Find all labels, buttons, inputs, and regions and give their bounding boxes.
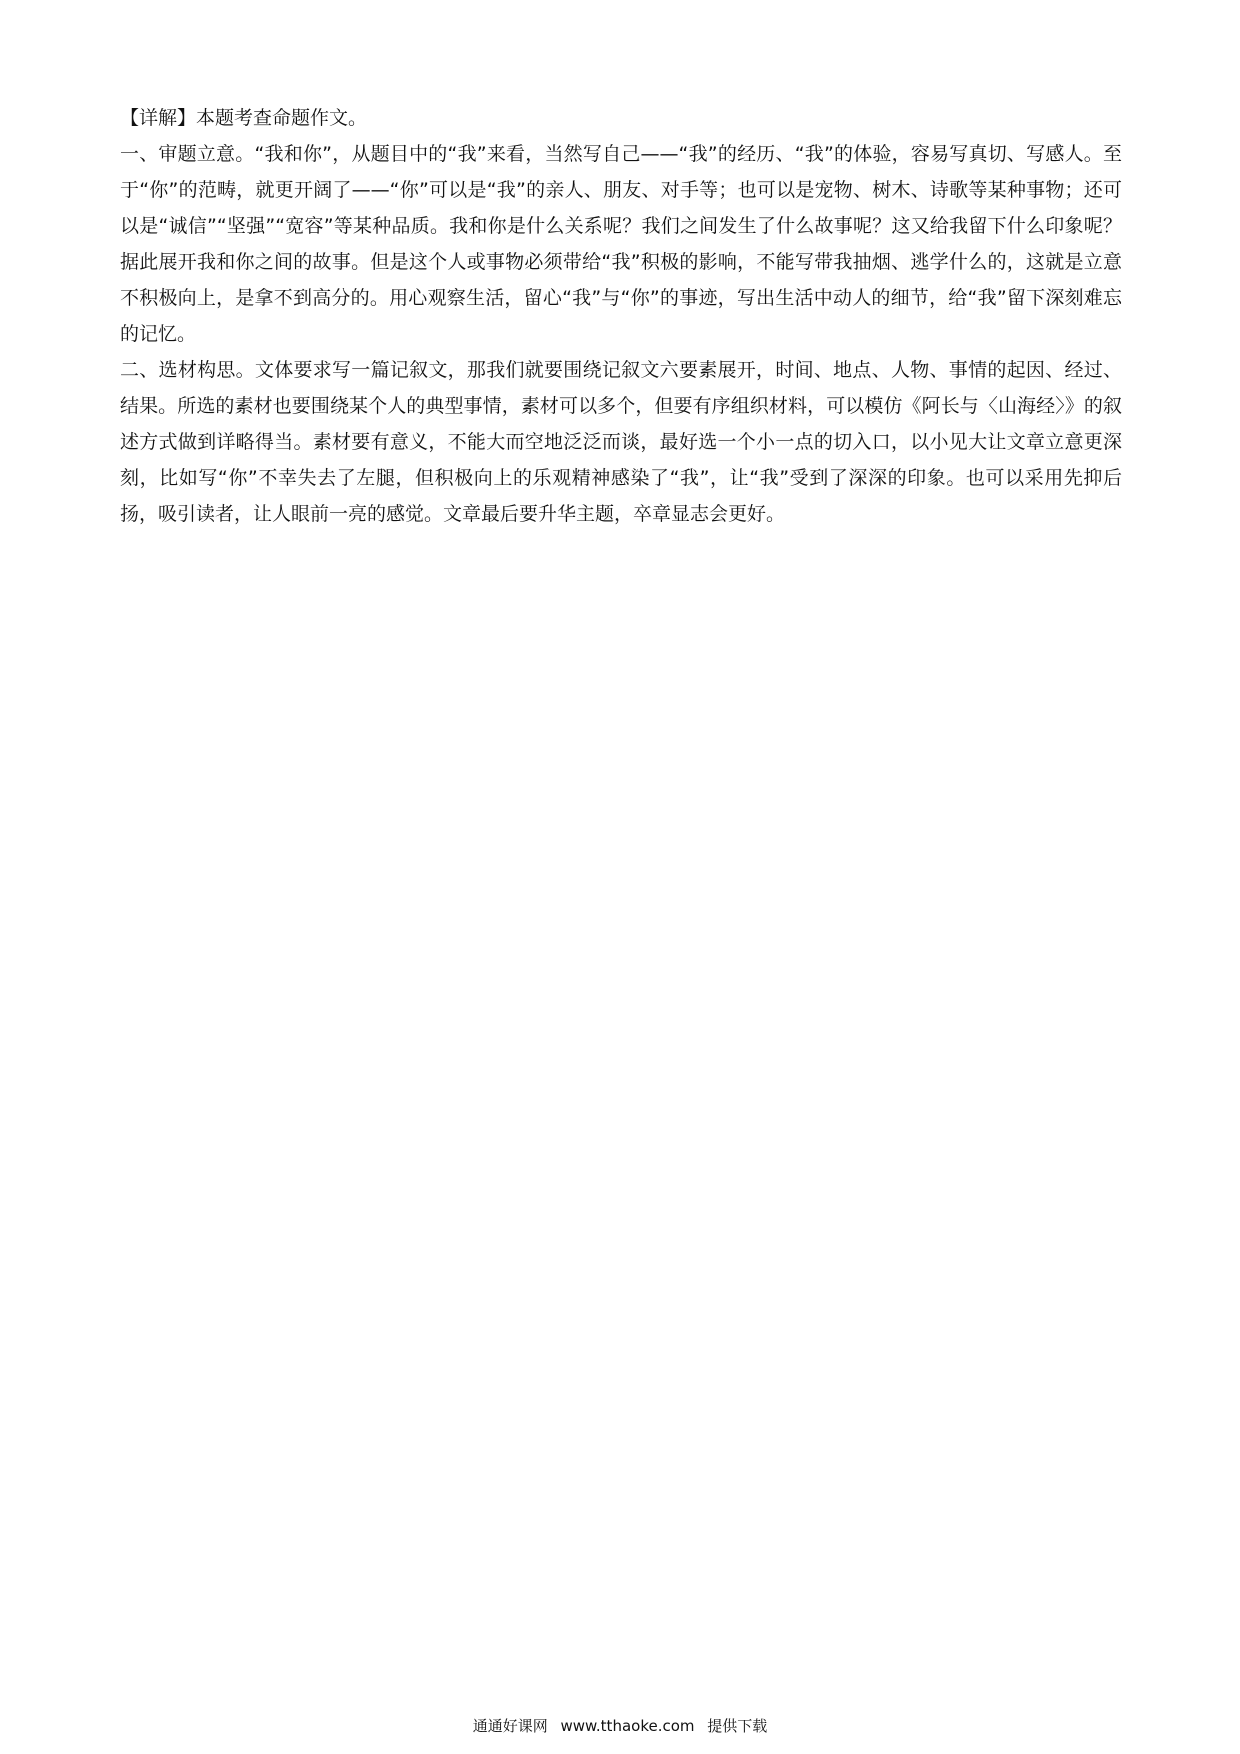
footer-suffix: 提供下载 (707, 1717, 768, 1735)
footer-site-name: 通通好课网 (472, 1717, 548, 1735)
paragraph-theme: 一、审题立意。“我和你”，从题目中的“我”来看，当然写自己——“我”的经历、“我”的体验，容易写真切、写感人。至于“你”的范畴，就更开阔了——“你”可以是“我”的亲人、朋友、对手等；也可以是宠物、树木、诗歌等某种事物；还可以是“诚信”“坚强”“宽容”等某种品质。我和你是什么关系呢？我们之间发生了什么故事呢？这又给我留下什么印象呢？据此展开我和你之间的故事。但是这个人或事物必须带给“我”积极的影响，不能写带我抽烟、逃学什么的，这就是立意不积极向上，是拿不到高分的。用心观察生活，留心“我”与“你”的事迹，写出生活中动人的细节，给“我”留下深刻难忘的记忆。 (120, 143, 1122, 345)
page-footer (0, 1716, 1240, 1736)
paragraph-material: 二、选材构思。文体要求写一篇记叙文，那我们就要围绕记叙文六要素展开，时间、地点、人物、事情的起因、经过、结果。所选的素材也要围绕某个人的典型事情，素材可以多个，但要有序组织材料，可以模仿《阿长与〈山海经〉》的叙述方式做到详略得当。素材要有意义，不能大而空地泛泛而谈，最好选一个小一点的切入口，以小见大让文章立意更深刻，比如写“你”不幸失去了左腿，但积极向上的乐观精神感染了“我”，让“我”受到了深深的印象。也可以采用先抑后扬，吸引读者，让人眼前一亮的感觉。文章最后要升华主题，卒章显志会更好。 (120, 359, 1122, 525)
section-heading: 【详解】本题考查命题作文。 (120, 107, 368, 129)
document-body (120, 100, 1122, 532)
footer-url-link[interactable]: www.tthaoke.com (560, 1717, 695, 1735)
